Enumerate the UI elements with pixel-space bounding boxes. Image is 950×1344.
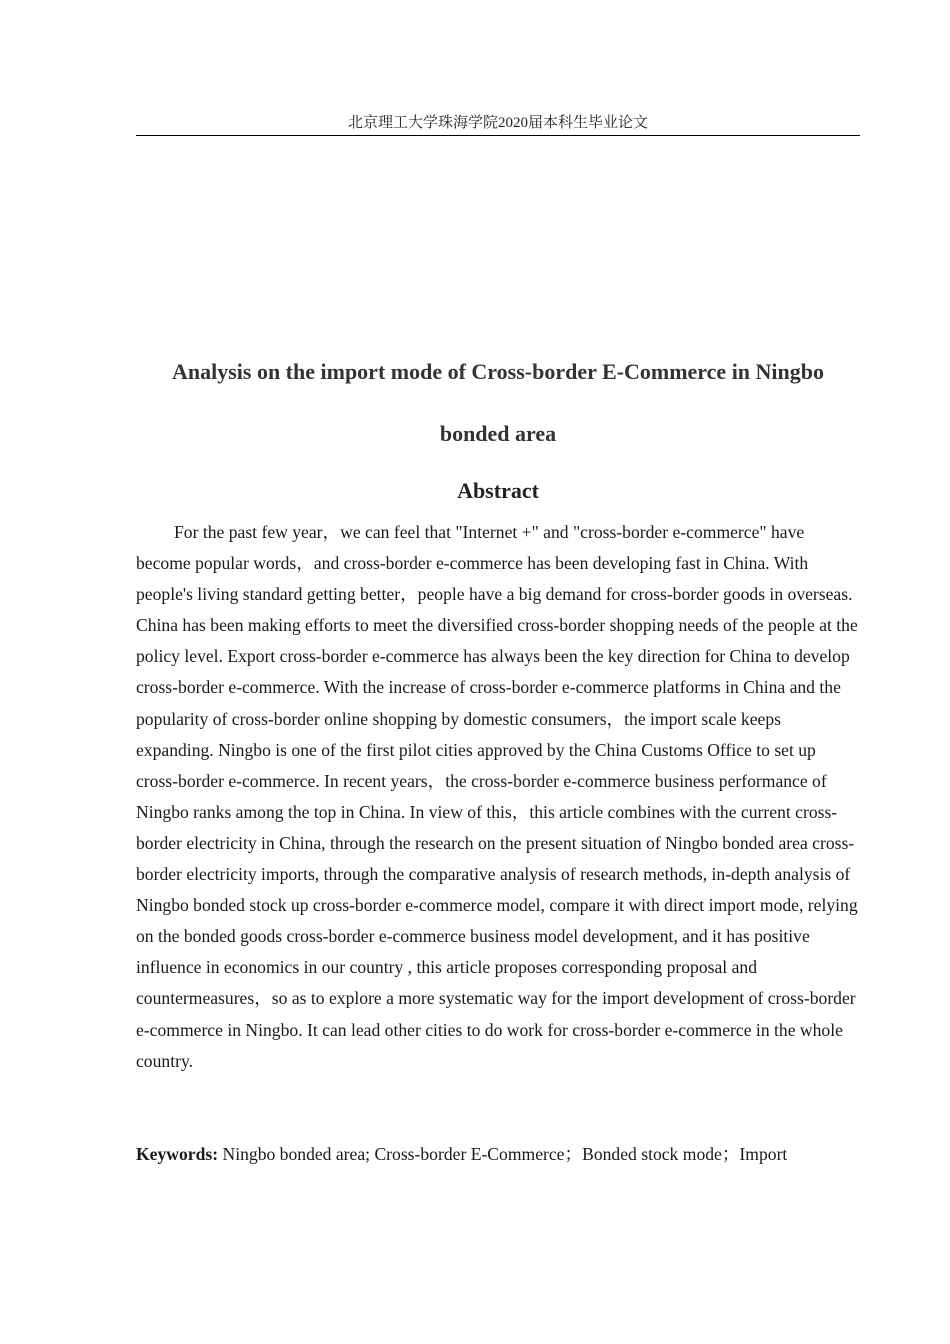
- page-header: [136, 113, 860, 136]
- abstract-heading: Abstract: [457, 478, 539, 503]
- running-title: 北京理工大学珠海学院2020届本科生毕业论文: [347, 115, 648, 131]
- keywords: [136, 1139, 876, 1170]
- paper-title-line-2: bonded area: [439, 421, 557, 446]
- abstract-body: For the past few year，we can feel that "Internet +" and "cross-border e-commerce" have become popular words，and cross-border e-commerce has been developing fast in China. With people's living standard getting better，people have a big demand for cross-border goods in overseas. China has been making efforts to meet the diversified cross-border shopping needs of the people at the policy level. Export cross-border e-commerce has always been the key direction for China to develop cross-border e-commerce. With the increase of cross-border e-commerce platforms in China and the popularity of cross-border online shopping by domestic consumers，the import scale keeps expanding. Ningbo is one of the first pilot cities approved by the China Customs Office to set up cross-border e-commerce. In recent years，the cross-border e-commerce business performance of Ningbo ranks among the top in China. In view of this，this article combines with the current cross-border electricity in China, through the research on the present situation of Ningbo bonded area cross-border electricity imports, through the comparative analysis of research methods, in-depth analysis of Ningbo bonded stock up cross-border e-commerce model, compare it with direct import mode, relying on the bonded goods cross-border e-commerce business model development, and it has positive influence in economics in our country , this article proposes corresponding proposal and countermeasures，so as to explore a more systematic way for the import development of cross-border e-commerce in Ningbo. It can lead other cities to do work for cross-border e-commerce in the whole country.: [136, 522, 858, 1071]
- keywords-label: Keywords:: [136, 1144, 219, 1164]
- keywords-value: Ningbo bonded area; Cross-border E-Commerce；Bonded stock mode；Import: [222, 1144, 788, 1164]
- paper-title-line-1: Analysis on the import mode of Cross-border E-Commerce in Ningbo: [171, 359, 825, 384]
